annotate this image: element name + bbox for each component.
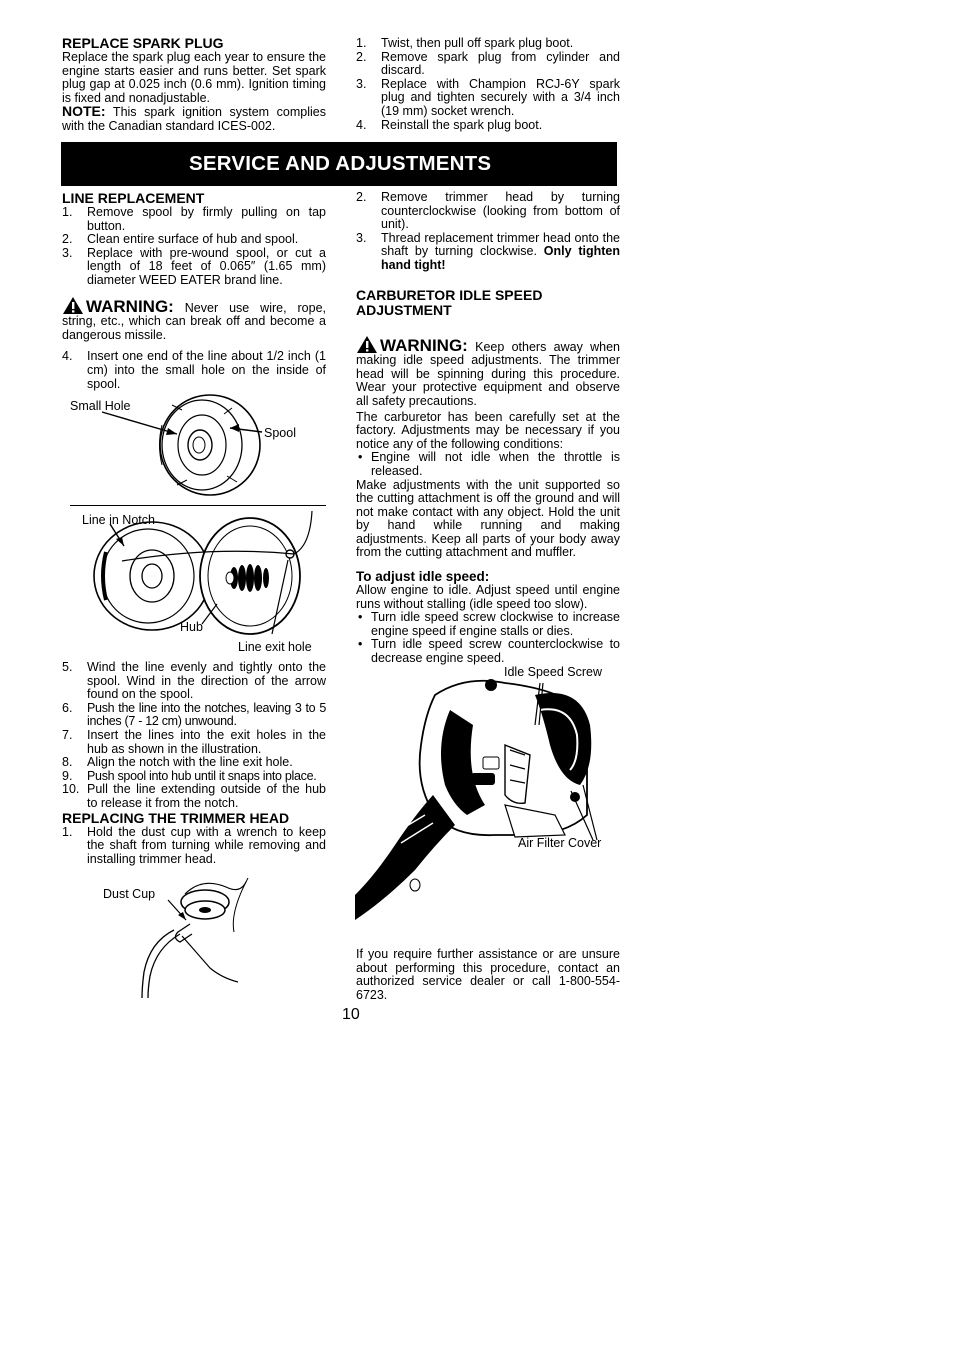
list-item: 3. Replace with pre-wound spool, or cut a length of 18 feet of 0.065″ (1.65 mm) diameter WEED EATER brand line. xyxy=(62,245,326,287)
spark-plug-section xyxy=(62,36,326,134)
list-item: 7. Insert the lines into the exit holes in the hub as shown in the illustration. xyxy=(62,727,326,756)
list-item: 6. Push the line into the notches, leaving 3 to 5 inches (7 - 12 cm) unwound. xyxy=(62,700,326,729)
small-hole-label: Small Hole xyxy=(70,399,131,413)
list-item: 1. Twist, then pull off spark plug boot. xyxy=(356,36,574,50)
section-banner: SERVICE AND ADJUSTMENTS xyxy=(61,142,617,186)
list-item: 9. Push spool into hub until it snaps into place. xyxy=(62,768,317,783)
note-text: This spark ignition system complies with the Canadian standard ICES-002. xyxy=(62,105,326,133)
list-item: • Engine will not idle when the throttle is released. xyxy=(358,450,620,478)
assistance-paragraph: If you require further assistance or are unsure about performing this procedure, contact an authorized service dealer or call 1-800-554-6723. xyxy=(356,947,620,1002)
warning-triangle-icon xyxy=(62,296,84,315)
warning-text: Keep others away when making idle speed adjustments. The trimmer head will be spinning during this procedure. Wear your protective equipment and observe all safety precautions. xyxy=(356,339,620,408)
note-label: NOTE: xyxy=(62,103,106,120)
list-item: • Turn idle speed screw counterclockwise to decrease engine speed. xyxy=(358,637,620,666)
line-warning xyxy=(62,296,326,343)
list-item: 3. Replace with Champion RCJ-6Y spark plug and tighten securely with a 3/4 inch (19 mm) socket wrench. xyxy=(356,76,620,118)
warning-label: WARNING: xyxy=(86,296,174,316)
carburetor-heading: CARBURETOR IDLE SPEED ADJUSTMENT xyxy=(356,286,543,318)
list-item: 5. Wind the line evenly and tightly onto the spool. Wind in the direction of the arrow found on the spool. xyxy=(62,660,326,702)
line-exit-hole-label: Line exit hole xyxy=(238,640,312,654)
line-in-notch-label: Line in Notch xyxy=(82,513,155,527)
list-item: 8. Align the notch with the line exit hole. xyxy=(62,755,293,770)
spark-plug-heading: REPLACE SPARK PLUG xyxy=(62,35,224,51)
carb-para-3: Allow engine to idle. Adjust speed until engine runs without stalling (idle speed too slow). xyxy=(356,583,620,611)
list-item: 2. Remove spark plug from cylinder and discard. xyxy=(356,49,620,78)
warning-text: Never use wire, rope, string, etc., which can break off and become a dangerous missile. xyxy=(62,300,326,342)
tighten-emphasis: Only tighten hand tight! xyxy=(381,244,620,272)
list-item: • Turn idle speed screw clockwise to increase engine speed if engine stalls or dies. xyxy=(358,610,620,638)
engine-idle-screw-illustration xyxy=(355,665,620,920)
trimmer-steps-continued xyxy=(356,191,620,666)
list-item: 4. Insert one end of the line about 1/2 inch (1 cm) into the small hole on the inside of spool. xyxy=(62,349,326,391)
line-replacement-section xyxy=(62,191,326,391)
spark-plug-body: Replace the spark plug each year to ensure the engine starts easier and runs better. Set spark plug gap at 0.025 inch (0.6 mm). Ignition timing is fixed and nonadjustable. xyxy=(62,50,326,105)
page-number: 10 xyxy=(342,1006,360,1023)
adjust-idle-heading: To adjust idle speed: xyxy=(356,569,490,585)
warning-triangle-icon xyxy=(356,335,378,354)
idle-speed-screw-label: Idle Speed Screw xyxy=(504,665,602,679)
list-item: 2. Remove trimmer head by turning counterclockwise (looking from bottom of unit). xyxy=(356,190,620,232)
warning-label: WARNING: xyxy=(380,335,468,355)
air-filter-cover-label: Air Filter Cover xyxy=(518,836,602,850)
list-item: 4. Reinstall the spark plug boot. xyxy=(356,117,543,132)
spark-plug-steps xyxy=(356,37,620,132)
list-item: 10. Pull the line extending outside of the hub to release it from the notch. xyxy=(62,782,326,810)
spool-label: Spool xyxy=(264,426,296,440)
list-item: 2. Clean entire surface of hub and spool. xyxy=(62,232,299,247)
carb-para-1: The carburetor has been carefully set at the factory. Adjustments may be necessary if you notice any of the following conditions: xyxy=(356,409,620,451)
list-item: 1. Hold the dust cup with a wrench to keep the shaft from turning while removing and installing trimmer head. xyxy=(62,824,326,866)
list-item: 1. Remove spool by firmly pulling on tap button. xyxy=(62,205,326,233)
hub-label: Hub xyxy=(180,620,203,634)
line-steps-continued xyxy=(62,661,326,866)
carb-warning xyxy=(356,335,620,409)
line-replacement-heading: LINE REPLACEMENT xyxy=(62,190,205,206)
spark-plug-note xyxy=(62,105,326,133)
carb-para-2: Make adjustments with the unit supported so the cutting attachment is off the ground and will not make contact with any object. Hold the unit by hand while running and making adjustments. Keep all parts of your body away from the cutting attachment and muffler. xyxy=(356,477,620,560)
trimmer-head-heading: REPLACING THE TRIMMER HEAD xyxy=(62,809,290,826)
dust-cup-label: Dust Cup xyxy=(103,887,156,901)
list-item: 3. Thread replacement trimmer head onto the shaft by turning clockwise. Only tighten hand tight! xyxy=(356,230,620,272)
